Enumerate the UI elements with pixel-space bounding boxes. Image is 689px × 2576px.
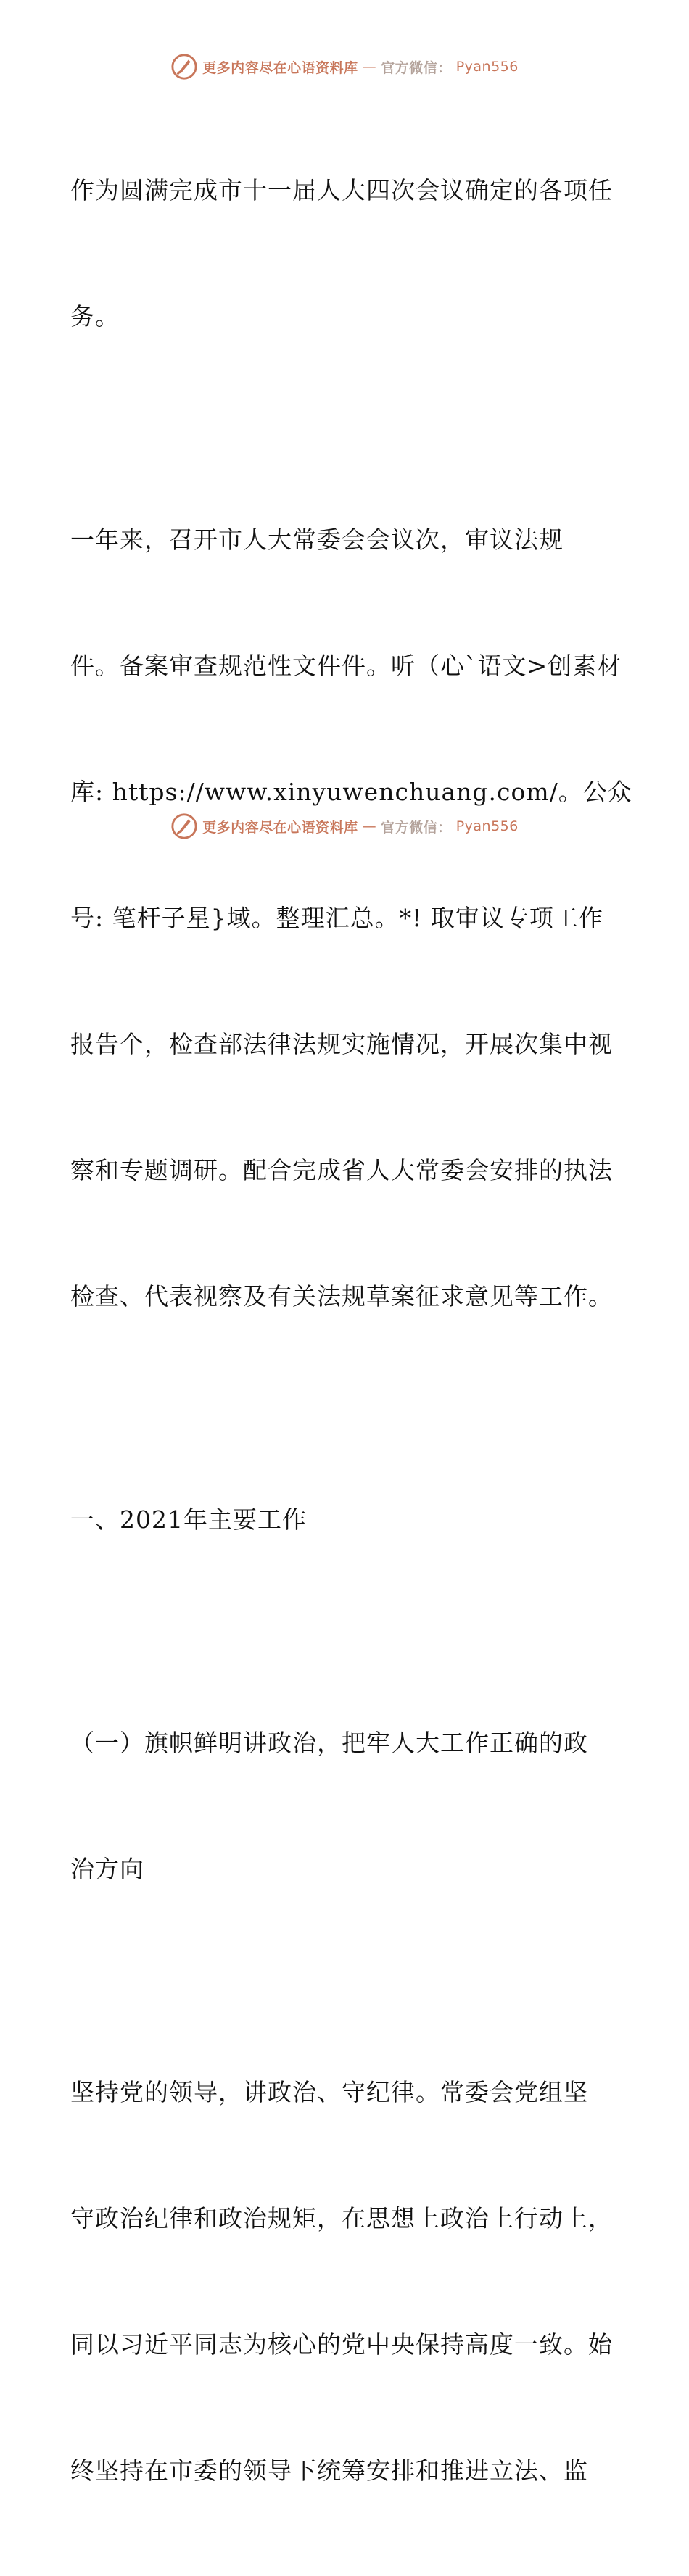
- header-wechat-id: Pyan556: [455, 59, 519, 75]
- heading-line: 一、2021年主要工作: [70, 1505, 307, 1534]
- header-watermark-banner: [0, 51, 689, 83]
- section-heading-1: [70, 1415, 622, 1625]
- text-line: 一年来，召开市人大常委会会议次，审议法规: [70, 525, 564, 554]
- header-official-text: 官方微信：: [381, 59, 452, 76]
- footer-brand-text: 更多内容尽在心语资料库: [202, 819, 358, 836]
- text-line: 守政治纪律和政治规矩，在思想上政治上行动上，: [70, 2204, 613, 2232]
- paragraph-2: [70, 435, 632, 1402]
- text-line: 察和专题调研。配合完成省人大常委会安排的执法: [70, 1156, 613, 1184]
- text-line: 报告个，检查部法律法规实施情况，开展次集中视: [70, 1030, 613, 1058]
- quill-logo-icon: [170, 813, 198, 840]
- text-line: 务。: [70, 302, 120, 331]
- footer-official-text: 官方微信：: [381, 819, 452, 836]
- footer-wechat-id: Pyan556: [455, 818, 519, 834]
- text-line: 同以习近平同志为核心的党中央保持高度一致。始: [70, 2330, 613, 2359]
- text-line: 坚持党的领导，讲政治、守纪律。常委会党组坚: [70, 2078, 588, 2106]
- heading-line: （一）旗帜鲜明讲政治，把牢人大工作正确的政: [70, 1729, 588, 1757]
- text-line: 库: https://www.xinyuwenchuang.com/。公众: [70, 778, 632, 806]
- text-line: 终坚持在市委的领导下统筹安排和推进立法、监: [70, 2456, 588, 2485]
- document-body: [70, 86, 632, 2576]
- heading-line: 治方向: [70, 1855, 144, 1883]
- text-line: 作为圆满完成市十一届人大四次会议确定的各项任: [70, 176, 613, 204]
- text-line: 号: 笔杆子星}域。整理汇总。*! 取审议专项工作: [70, 904, 603, 932]
- paragraph-1: [70, 86, 622, 422]
- paragraph-3: [70, 1987, 622, 2576]
- section-heading-2: [70, 1638, 622, 1974]
- header-dash: —: [362, 59, 377, 75]
- text-line: 检查、代表视察及有关法规草案征求意见等工作。: [70, 1282, 613, 1310]
- footer-dash: —: [362, 818, 377, 834]
- quill-logo-icon: [170, 53, 198, 80]
- footer-watermark-banner: [0, 810, 689, 842]
- header-brand-text: 更多内容尽在心语资料库: [202, 59, 358, 76]
- text-line: 件。备案审查规范性文件件。听（心`语文>创素材: [70, 652, 622, 680]
